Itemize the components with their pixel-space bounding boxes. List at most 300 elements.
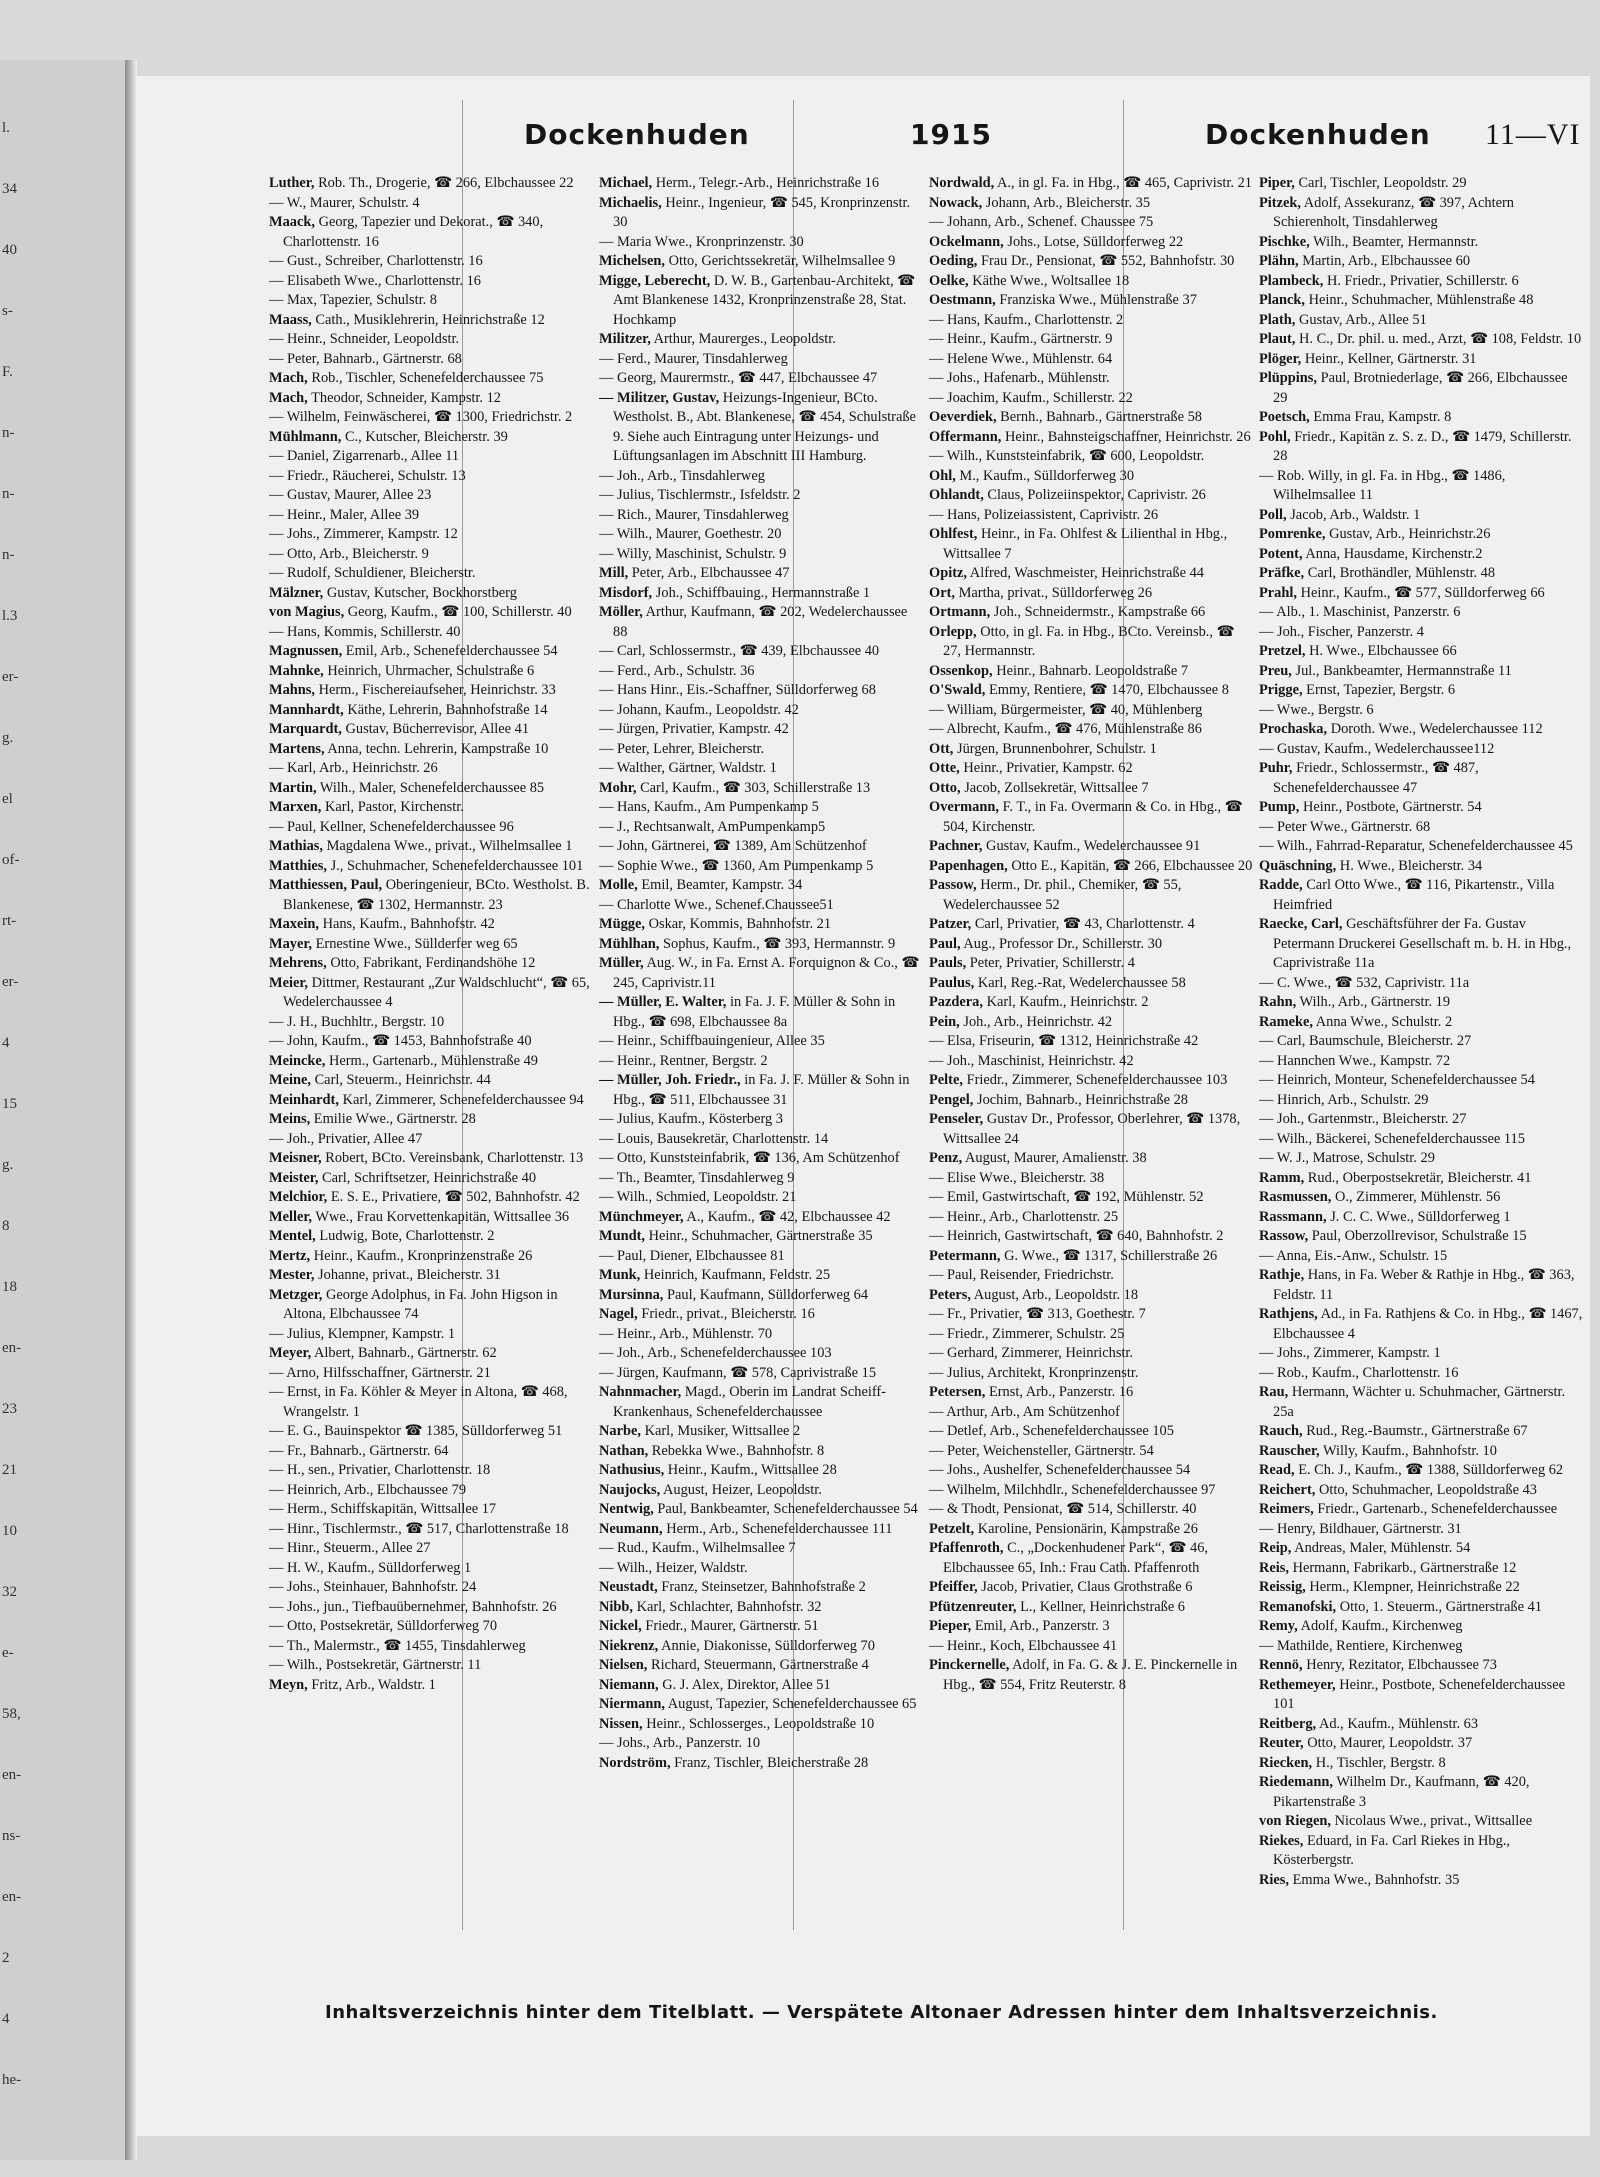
- entry-surname: Martin,: [269, 779, 317, 796]
- directory-entry: [929, 915, 1254, 935]
- directory-entry: [269, 1247, 594, 1267]
- entry-details: Friedr., Schlossermstr., ☎ 487, Schenefelderchaussee 47: [1273, 760, 1479, 796]
- entry-details: Wilh., Beamter, Hermannstr.: [1313, 233, 1479, 250]
- directory-entry: [929, 993, 1254, 1013]
- entry-details: Friedr., Maurer, Gärtnerstr. 51: [645, 1618, 819, 1634]
- directory-entry: [929, 408, 1254, 428]
- directory-entry: [1259, 194, 1584, 233]
- directory-entry: [269, 330, 594, 350]
- directory-entry: [1259, 1344, 1584, 1364]
- directory-entry: [929, 857, 1254, 877]
- entry-details: — Gerhard, Zimmerer, Heinrichstr.: [929, 1345, 1134, 1361]
- entry-surname: Rasmussen,: [1259, 1189, 1332, 1205]
- entry-surname: Matthiessen, Paul,: [269, 877, 383, 893]
- directory-entry: [599, 1208, 924, 1228]
- directory-entry: [929, 1383, 1254, 1403]
- directory-entry: [929, 1403, 1254, 1423]
- directory-entry: [1259, 740, 1584, 760]
- adjacent-page-fragment: el: [2, 791, 13, 807]
- entry-surname: Müller,: [599, 955, 644, 971]
- directory-entry: [599, 1032, 924, 1052]
- directory-entry: [269, 798, 594, 818]
- entry-details: Aug. W., in Fa. Ernst A. Forquignon & Co., ☎ 245, Caprivistr.11: [613, 955, 920, 991]
- entry-details: Paul, Bankbeamter, Schenefelderchaussee 54: [657, 1501, 918, 1517]
- directory-entry: [1259, 857, 1584, 877]
- directory-entry: [1259, 369, 1584, 408]
- entry-details: H. Friedr., Privatier, Schillerstr. 6: [1326, 272, 1519, 289]
- adjacent-page-fragment: s-: [2, 303, 13, 319]
- directory-entry: [599, 584, 924, 604]
- entry-surname: Ries,: [1259, 1871, 1289, 1888]
- adjacent-page-fragment: 40: [2, 242, 17, 258]
- adjacent-page-fragment: e-: [2, 1645, 14, 1661]
- entry-surname: Niermann,: [599, 1696, 665, 1712]
- directory-entry: [269, 1169, 594, 1189]
- entry-details: C., Kutscher, Bleicherstr. 39: [344, 428, 508, 445]
- entry-details: — Heinr., Maler, Allee 39: [269, 506, 420, 523]
- directory-entry: [269, 623, 594, 643]
- entry-surname: Meine,: [269, 1072, 311, 1088]
- header-place-left: Dockenhuden: [524, 118, 750, 151]
- entry-details: Paul, Brotniederlage, ☎ 266, Elbchaussee 29: [1273, 370, 1568, 406]
- entry-details: J. C. C. Wwe., Sülldorferweg 1: [1330, 1208, 1511, 1225]
- directory-entry: [929, 759, 1254, 779]
- entry-details: Ernestine Wwe., Süllderfer weg 65: [315, 935, 518, 952]
- entry-details: Friedr., Gartenarb., Schenefelderchaussee: [1317, 1501, 1558, 1517]
- entry-details: Alfred, Waschmeister, Heinrichstraße 44: [969, 565, 1204, 581]
- entry-surname: Nagel,: [599, 1306, 638, 1322]
- directory-entry: [1259, 1169, 1584, 1189]
- entry-details: — Ferd., Arb., Schulstr. 36: [599, 662, 755, 679]
- directory-entry: [599, 759, 924, 779]
- entry-surname: Ramm,: [1259, 1169, 1305, 1186]
- entry-surname: Offermann,: [929, 428, 1002, 445]
- entry-details: Friedr., Zimmerer, Schenefelderchaussee 103: [966, 1072, 1228, 1088]
- entry-surname: Münchmeyer,: [599, 1208, 684, 1225]
- directory-entry: [599, 1598, 924, 1618]
- directory-entry: [599, 1383, 924, 1422]
- entry-surname: O'Swald,: [929, 682, 986, 698]
- entry-details: Emil, Arb., Schenefelderchaussee 54: [345, 643, 558, 659]
- adjacent-page-fragment: l.3: [2, 608, 18, 624]
- entry-details: — Charlotte Wwe., Schenef.Chaussee51: [599, 896, 834, 913]
- entry-surname: — Militzer, Gustav,: [599, 389, 720, 406]
- entry-details: — Paul, Diener, Elbchaussee 81: [599, 1247, 785, 1264]
- directory-entry: [599, 1442, 924, 1462]
- directory-entry: [269, 1071, 594, 1091]
- entry-surname: Riedemann,: [1259, 1774, 1333, 1790]
- entry-details: Oberingenieur, BCto. Westholst. B. Blankenese, ☎ 1302, Hermannstr. 23: [283, 877, 590, 913]
- entry-surname: Pitzek,: [1259, 194, 1301, 211]
- entry-surname: Nordström,: [599, 1754, 671, 1771]
- entry-details: Heinr., Privatier, Kampstr. 62: [963, 760, 1133, 776]
- entry-details: Carl, Kaufm., ☎ 303, Schillerstraße 13: [640, 779, 871, 796]
- directory-entry: [599, 896, 924, 916]
- directory-entry: [929, 779, 1254, 799]
- entry-surname: Piper,: [1259, 175, 1295, 191]
- entry-surname: Pfaffenroth,: [929, 1540, 1004, 1556]
- directory-entry: [1259, 311, 1584, 331]
- directory-entry: [929, 1266, 1254, 1286]
- directory-entry: [929, 174, 1254, 194]
- entry-details: — Otto, Postsekretär, Sülldorferweg 70: [269, 1618, 498, 1634]
- entry-details: — Heinr., Rentner, Bergstr. 2: [599, 1052, 768, 1069]
- entry-details: — Joh., Maschinist, Heinrichstr. 42: [929, 1052, 1134, 1069]
- entry-details: H. Wwe., Elbchaussee 66: [1309, 643, 1457, 659]
- entry-details: in Fa. J. F. Müller & Sohn in Hbg., ☎ 511, Elbchaussee 31: [613, 1072, 910, 1108]
- directory-entry: [929, 1110, 1254, 1149]
- directory-entry: [929, 1637, 1254, 1657]
- directory-entry: [599, 837, 924, 857]
- entry-surname: Meins,: [269, 1111, 311, 1127]
- entry-details: Wilh., Maler, Schenefelderchaussee 85: [319, 779, 545, 796]
- adjacent-page-fragment: 18: [2, 1279, 17, 1295]
- directory-entry: [929, 1227, 1254, 1247]
- directory-entry: [929, 974, 1254, 994]
- entry-details: — Joh., Arb., Schenefelderchaussee 103: [599, 1345, 832, 1361]
- entry-surname: Penseler,: [929, 1111, 984, 1127]
- directory-entry: [269, 1364, 594, 1384]
- entry-details: Nicolaus Wwe., privat., Wittsallee: [1334, 1813, 1533, 1829]
- directory-entry: [599, 1130, 924, 1150]
- entry-surname: Rathje,: [1259, 1267, 1305, 1283]
- directory-entry: [599, 818, 924, 838]
- directory-entry: [269, 1149, 594, 1169]
- entry-details: Carl, Privatier, ☎ 43, Charlottenstr. 4: [974, 916, 1195, 932]
- adjacent-page-edge: [0, 60, 125, 2160]
- directory-entry: [269, 1227, 594, 1247]
- entry-details: — Johs., Steinhauer, Bahnhofstr. 24: [269, 1579, 477, 1595]
- entry-details: Heinr., Postbote, Gärtnerstr. 54: [1303, 799, 1482, 815]
- entry-details: G. Wwe., ☎ 1317, Schillerstraße 26: [1004, 1247, 1218, 1264]
- directory-entry: [269, 1520, 594, 1540]
- directory-entry: [929, 798, 1254, 837]
- entry-details: — Paul, Kellner, Schenefelderchaussee 96: [269, 818, 514, 835]
- entry-details: — J., Rechtsanwalt, AmPumpenkamp5: [599, 818, 826, 835]
- directory-entry: [1259, 1110, 1584, 1130]
- entry-details: Peter, Arb., Elbchaussee 47: [631, 565, 790, 581]
- directory-entry: [929, 467, 1254, 487]
- directory-entry: [599, 1052, 924, 1072]
- directory-entry: [929, 1422, 1254, 1442]
- directory-entry: [929, 623, 1254, 662]
- directory-entry: [1259, 1832, 1584, 1871]
- entry-surname: Petersen,: [929, 1384, 986, 1400]
- entry-surname: Patzer,: [929, 916, 972, 932]
- directory-entry: [599, 564, 924, 584]
- entry-surname: Reimers,: [1259, 1501, 1314, 1517]
- entry-details: A., in gl. Fa. in Hbg., ☎ 465, Caprivistr. 21: [996, 175, 1252, 191]
- entry-details: Aug., Professor Dr., Schillerstr. 30: [963, 935, 1163, 952]
- entry-surname: Pieper,: [929, 1618, 972, 1634]
- directory-entry: [599, 1422, 924, 1442]
- entry-details: — Julius, Klempner, Kampstr. 1: [269, 1325, 456, 1342]
- entry-details: Wilhelm Dr., Kaufmann, ☎ 420, Pikartenstraße 3: [1273, 1774, 1530, 1810]
- directory-entry: [599, 1247, 924, 1267]
- entry-details: — Heinr., Schiffbauingenieur, Allee 35: [599, 1033, 825, 1049]
- directory-entry: [269, 467, 594, 487]
- entry-details: — Alb., 1. Maschinist, Panzerstr. 6: [1259, 604, 1461, 620]
- page-footer-note: Inhaltsverzeichnis hinter dem Titelblatt. — Verspätete Altonaer Adressen hinter dem Inhaltsverzeichnis.: [325, 2002, 1438, 2023]
- directory-entry: [269, 174, 594, 194]
- entry-details: Doroth. Wwe., Wedelerchaussee 112: [1330, 721, 1543, 737]
- directory-entry: [929, 428, 1254, 448]
- entry-surname: Rauscher,: [1259, 1442, 1320, 1459]
- directory-entry: [599, 506, 924, 526]
- entry-surname: Mentel,: [269, 1228, 316, 1244]
- entry-details: — Rob. Willy, in gl. Fa. in Hbg., ☎ 1486, Wilhelmsallee 11: [1259, 467, 1506, 503]
- directory-entry: [269, 603, 594, 623]
- directory-entry: [269, 252, 594, 272]
- entry-details: Käthe, Lehrerin, Bahnhofstraße 14: [347, 701, 548, 718]
- entry-surname: Militzer,: [599, 331, 651, 347]
- directory-entry: [269, 1656, 594, 1676]
- entry-surname: Oeverdiek,: [929, 409, 997, 425]
- header-place-right: Dockenhuden: [1205, 118, 1431, 151]
- directory-entry: [269, 1598, 594, 1618]
- entry-surname: Pohl,: [1259, 428, 1291, 445]
- directory-entry: [599, 467, 924, 487]
- directory-entry: [599, 1149, 924, 1169]
- directory-entry: [599, 330, 924, 350]
- directory-entry: [929, 681, 1254, 701]
- directory-entry: [1259, 1598, 1584, 1618]
- entry-surname: Penz,: [929, 1150, 963, 1166]
- entry-details: — Ernst, in Fa. Köhler & Meyer in Altona, ☎ 468, Wrangelstr. 1: [269, 1384, 568, 1420]
- entry-surname: Marxen,: [269, 799, 322, 815]
- directory-entry: [599, 1637, 924, 1657]
- entry-details: L., Kellner, Heinrichstraße 6: [1020, 1598, 1185, 1615]
- directory-entry: [1259, 1637, 1584, 1657]
- directory-entry: [1259, 467, 1584, 506]
- directory-entry: [1259, 1676, 1584, 1715]
- entry-details: — Wilh., Bäckerei, Schenefelderchaussee 115: [1259, 1130, 1525, 1147]
- directory-entry: [929, 1598, 1254, 1618]
- entry-surname: Martens,: [269, 740, 325, 757]
- directory-entry: [1259, 291, 1584, 311]
- entry-details: Ludwig, Bote, Charlottenstr. 2: [319, 1228, 495, 1244]
- entry-details: Carl, Brothändler, Mühlenstr. 48: [1307, 565, 1496, 581]
- directory-entry: [269, 447, 594, 467]
- entry-details: — Gustav, Kaufm., Wedelerchaussee112: [1259, 740, 1495, 757]
- entry-details: — Wilh., Maurer, Goethestr. 20: [599, 526, 782, 542]
- entry-details: — Gustav, Maurer, Allee 23: [269, 487, 432, 503]
- directory-entry: [1259, 1734, 1584, 1754]
- directory-entry: [599, 857, 924, 877]
- entry-details: — Elisabeth Wwe., Charlottenstr. 16: [269, 272, 481, 289]
- entry-surname: Möller,: [599, 604, 643, 620]
- entry-surname: Radde,: [1259, 877, 1303, 893]
- entry-details: Oskar, Kommis, Bahnhofstr. 21: [648, 916, 832, 932]
- directory-entry: [1259, 1305, 1584, 1344]
- entry-details: Emma Frau, Kampstr. 8: [1313, 409, 1452, 425]
- directory-entry: [269, 1130, 594, 1150]
- entry-details: — Paul, Reisender, Friedrichstr.: [929, 1267, 1114, 1283]
- entry-details: — Joh., Arb., Tinsdahlerweg: [599, 467, 765, 484]
- entry-surname: Narbe,: [599, 1423, 641, 1439]
- directory-entry: [269, 506, 594, 526]
- directory-entry: [929, 525, 1254, 564]
- entry-surname: Rassow,: [1259, 1228, 1309, 1244]
- entry-details: Rebekka Wwe., Bahnhofstr. 8: [651, 1442, 825, 1459]
- entry-details: — Hans, Polizeiassistent, Caprivistr. 26: [929, 506, 1159, 523]
- entry-surname: Neustadt,: [599, 1579, 658, 1595]
- entry-surname: Michaelis,: [599, 194, 662, 211]
- entry-surname: Luther,: [269, 175, 315, 191]
- entry-details: — Joh., Gartenmstr., Bleicherstr. 27: [1259, 1111, 1467, 1127]
- entry-surname: von Magius,: [269, 604, 345, 620]
- entry-details: Arthur, Maurerges., Leopoldstr.: [653, 331, 836, 347]
- entry-details: Willy, Kaufm., Bahnhofstr. 10: [1322, 1442, 1497, 1459]
- directory-entry: [599, 720, 924, 740]
- entry-details: — Wilh., Kunststeinfabrik, ☎ 600, Leopoldstr.: [929, 448, 1205, 464]
- entry-details: — Rud., Kaufm., Wilhelmsallee 7: [599, 1540, 796, 1556]
- directory-entry: [269, 525, 594, 545]
- entry-details: C., „Dockenhudener Park“, ☎ 46, Elbchaussee 65, Inh.: Frau Cath. Pfaffenroth: [943, 1540, 1209, 1576]
- entry-details: — Wilh., Schmied, Leopoldstr. 21: [599, 1189, 797, 1205]
- directory-entry: [269, 837, 594, 857]
- directory-entry: [929, 1247, 1254, 1267]
- directory-entry: [929, 1461, 1254, 1481]
- entry-surname: Raecke, Carl,: [1259, 916, 1343, 932]
- directory-entry: [1259, 1130, 1584, 1150]
- entry-details: Martha, privat., Sülldorferweg 26: [958, 584, 1153, 601]
- entry-surname: Rahn,: [1259, 994, 1297, 1010]
- entry-details: — Th., Beamter, Tinsdahlerweg 9: [599, 1169, 795, 1186]
- directory-entry: [599, 1364, 924, 1384]
- entry-details: — Wilhelm, Feinwäscherei, ☎ 1300, Friedrichstr. 2: [269, 409, 573, 425]
- directory-entry: [929, 662, 1254, 682]
- entry-surname: Reip,: [1259, 1540, 1292, 1556]
- directory-entry: [929, 1208, 1254, 1228]
- entry-details: — Heinrich, Arb., Elbchaussee 79: [269, 1481, 467, 1498]
- entry-details: Joh., Schneidermstr., Kampstraße 66: [993, 604, 1206, 620]
- directory-entry: [269, 779, 594, 799]
- adjacent-page-fragment: en-: [2, 1340, 22, 1356]
- adjacent-page-fragment: 34: [2, 181, 17, 197]
- directory-entry: [929, 701, 1254, 721]
- entry-details: Heinr., Schlosserges., Leopoldstraße 10: [646, 1715, 875, 1732]
- directory-entry: [1259, 584, 1584, 604]
- directory-entry: [929, 1656, 1254, 1695]
- directory-entry: [599, 1188, 924, 1208]
- directory-entry: [269, 428, 594, 448]
- entry-surname: Nentwig,: [599, 1501, 654, 1517]
- directory-entry: [1259, 252, 1584, 272]
- entry-surname: Mohr,: [599, 779, 637, 796]
- entry-details: Karl, Zimmerer, Schenefelderchaussee 94: [342, 1091, 584, 1108]
- entry-details: — Heinrich, Gastwirtschaft, ☎ 640, Bahnhofstr. 2: [929, 1228, 1224, 1244]
- directory-entry: [599, 954, 924, 993]
- directory-entry: [1259, 1071, 1584, 1091]
- entry-details: — Hans, Kaufm., Charlottenstr. 2: [929, 311, 1124, 328]
- entry-surname: Reis,: [1259, 1559, 1289, 1576]
- directory-entry: [599, 1617, 924, 1637]
- entry-details: Wwe., Frau Korvettenkapitän, Wittsallee 36: [315, 1208, 570, 1225]
- entry-details: Heinr., Schuhmacher, Gärtnerstraße 35: [648, 1228, 873, 1244]
- directory-entry: [599, 350, 924, 370]
- entry-surname: Plöger,: [1259, 350, 1302, 367]
- entry-details: — Th., Malermstr., ☎ 1455, Tinsdahlerweg: [269, 1637, 526, 1654]
- adjacent-page-fragment: he-: [2, 2072, 22, 2088]
- entry-details: — Sophie Wwe., ☎ 1360, Am Pumpenkamp 5: [599, 857, 874, 874]
- directory-entry: [269, 1500, 594, 1520]
- directory-entry: [269, 974, 594, 1013]
- entry-surname: Michelsen,: [599, 253, 665, 269]
- entry-surname: Opitz,: [929, 565, 967, 581]
- adjacent-page-fragment: 4: [2, 2011, 10, 2027]
- entry-surname: Paulus,: [929, 974, 975, 991]
- entry-surname: Oestmann,: [929, 292, 996, 308]
- directory-entry: [269, 1539, 594, 1559]
- directory-entry: [1259, 1091, 1584, 1111]
- entry-details: Gustav, Arb., Allee 51: [1299, 311, 1427, 328]
- directory-entry: [599, 389, 924, 467]
- entry-surname: Meinhardt,: [269, 1091, 339, 1108]
- entry-details: — Heinr., Arb., Mühlenstr. 70: [599, 1325, 773, 1342]
- directory-column-1: [269, 174, 594, 1999]
- directory-entry: [1259, 681, 1584, 701]
- entry-details: E. Ch. J., Kaufm., ☎ 1388, Sülldorferweg 62: [1298, 1462, 1564, 1478]
- directory-entry: [269, 1325, 594, 1345]
- entry-details: Paul, Oberzollrevisor, Schulstraße 15: [1311, 1228, 1527, 1244]
- directory-entry: [269, 369, 594, 389]
- directory-entry: [929, 1500, 1254, 1520]
- entry-details: — Hans Hinr., Eis.-Schaffner, Sülldorferweg 68: [599, 682, 876, 698]
- directory-entry: [929, 1013, 1254, 1033]
- entry-surname: Nathusius,: [599, 1462, 665, 1478]
- entry-details: — Johann, Arb., Schenef. Chaussee 75: [929, 214, 1154, 230]
- entry-surname: Nowack,: [929, 194, 983, 211]
- entry-details: — Wwe., Bergstr. 6: [1259, 701, 1374, 718]
- directory-entry: [599, 1481, 924, 1501]
- entry-details: — Rich., Maurer, Tinsdahlerweg: [599, 506, 789, 523]
- entry-surname: Mehrens,: [269, 955, 327, 971]
- entry-surname: Remanofski,: [1259, 1598, 1337, 1615]
- directory-entry: [1259, 818, 1584, 838]
- entry-surname: Oelke,: [929, 272, 969, 289]
- entry-details: Jürgen, Brunnenbohrer, Schulstr. 1: [957, 740, 1157, 757]
- entry-surname: Passow,: [929, 877, 977, 893]
- directory-entry: [599, 701, 924, 721]
- directory-entry: [269, 545, 594, 565]
- directory-entry: [929, 1539, 1254, 1578]
- directory-entry: [1259, 876, 1584, 915]
- entry-surname: Ohlfest,: [929, 526, 978, 542]
- directory-entry: [599, 681, 924, 701]
- entry-surname: Petzelt,: [929, 1520, 975, 1537]
- entry-details: — Carl, Baumschule, Bleicherstr. 27: [1259, 1033, 1472, 1049]
- entry-details: Friedr., privat., Bleicherstr. 16: [641, 1306, 815, 1322]
- entry-surname: Neumann,: [599, 1520, 663, 1537]
- entry-surname: Niemann,: [599, 1676, 659, 1693]
- directory-entry: [929, 837, 1254, 857]
- directory-entry: [269, 1208, 594, 1228]
- entry-details: — Jürgen, Kaufmann, ☎ 578, Caprivistraße 15: [599, 1364, 877, 1381]
- directory-entry: [929, 1520, 1254, 1540]
- entry-details: August, Heizer, Leopoldstr.: [662, 1481, 822, 1498]
- directory-entry: [929, 935, 1254, 955]
- entry-details: Cath., Musiklehrerin, Heinrichstraße 12: [315, 311, 545, 328]
- entry-details: Franz, Tischler, Bleicherstraße 28: [674, 1754, 869, 1771]
- entry-details: Hermann, Wächter u. Schuhmacher, Gärtnerstr. 25a: [1273, 1384, 1566, 1420]
- directory-entry: [1259, 1052, 1584, 1072]
- entry-details: Karl, Pastor, Kirchenstr.: [324, 799, 464, 815]
- entry-surname: Nathan,: [599, 1442, 649, 1459]
- directory-entry: [1259, 759, 1584, 798]
- entry-details: Magdalena Wwe., privat., Wilhelmsallee 1: [326, 838, 573, 854]
- entry-surname: Paul,: [929, 935, 961, 952]
